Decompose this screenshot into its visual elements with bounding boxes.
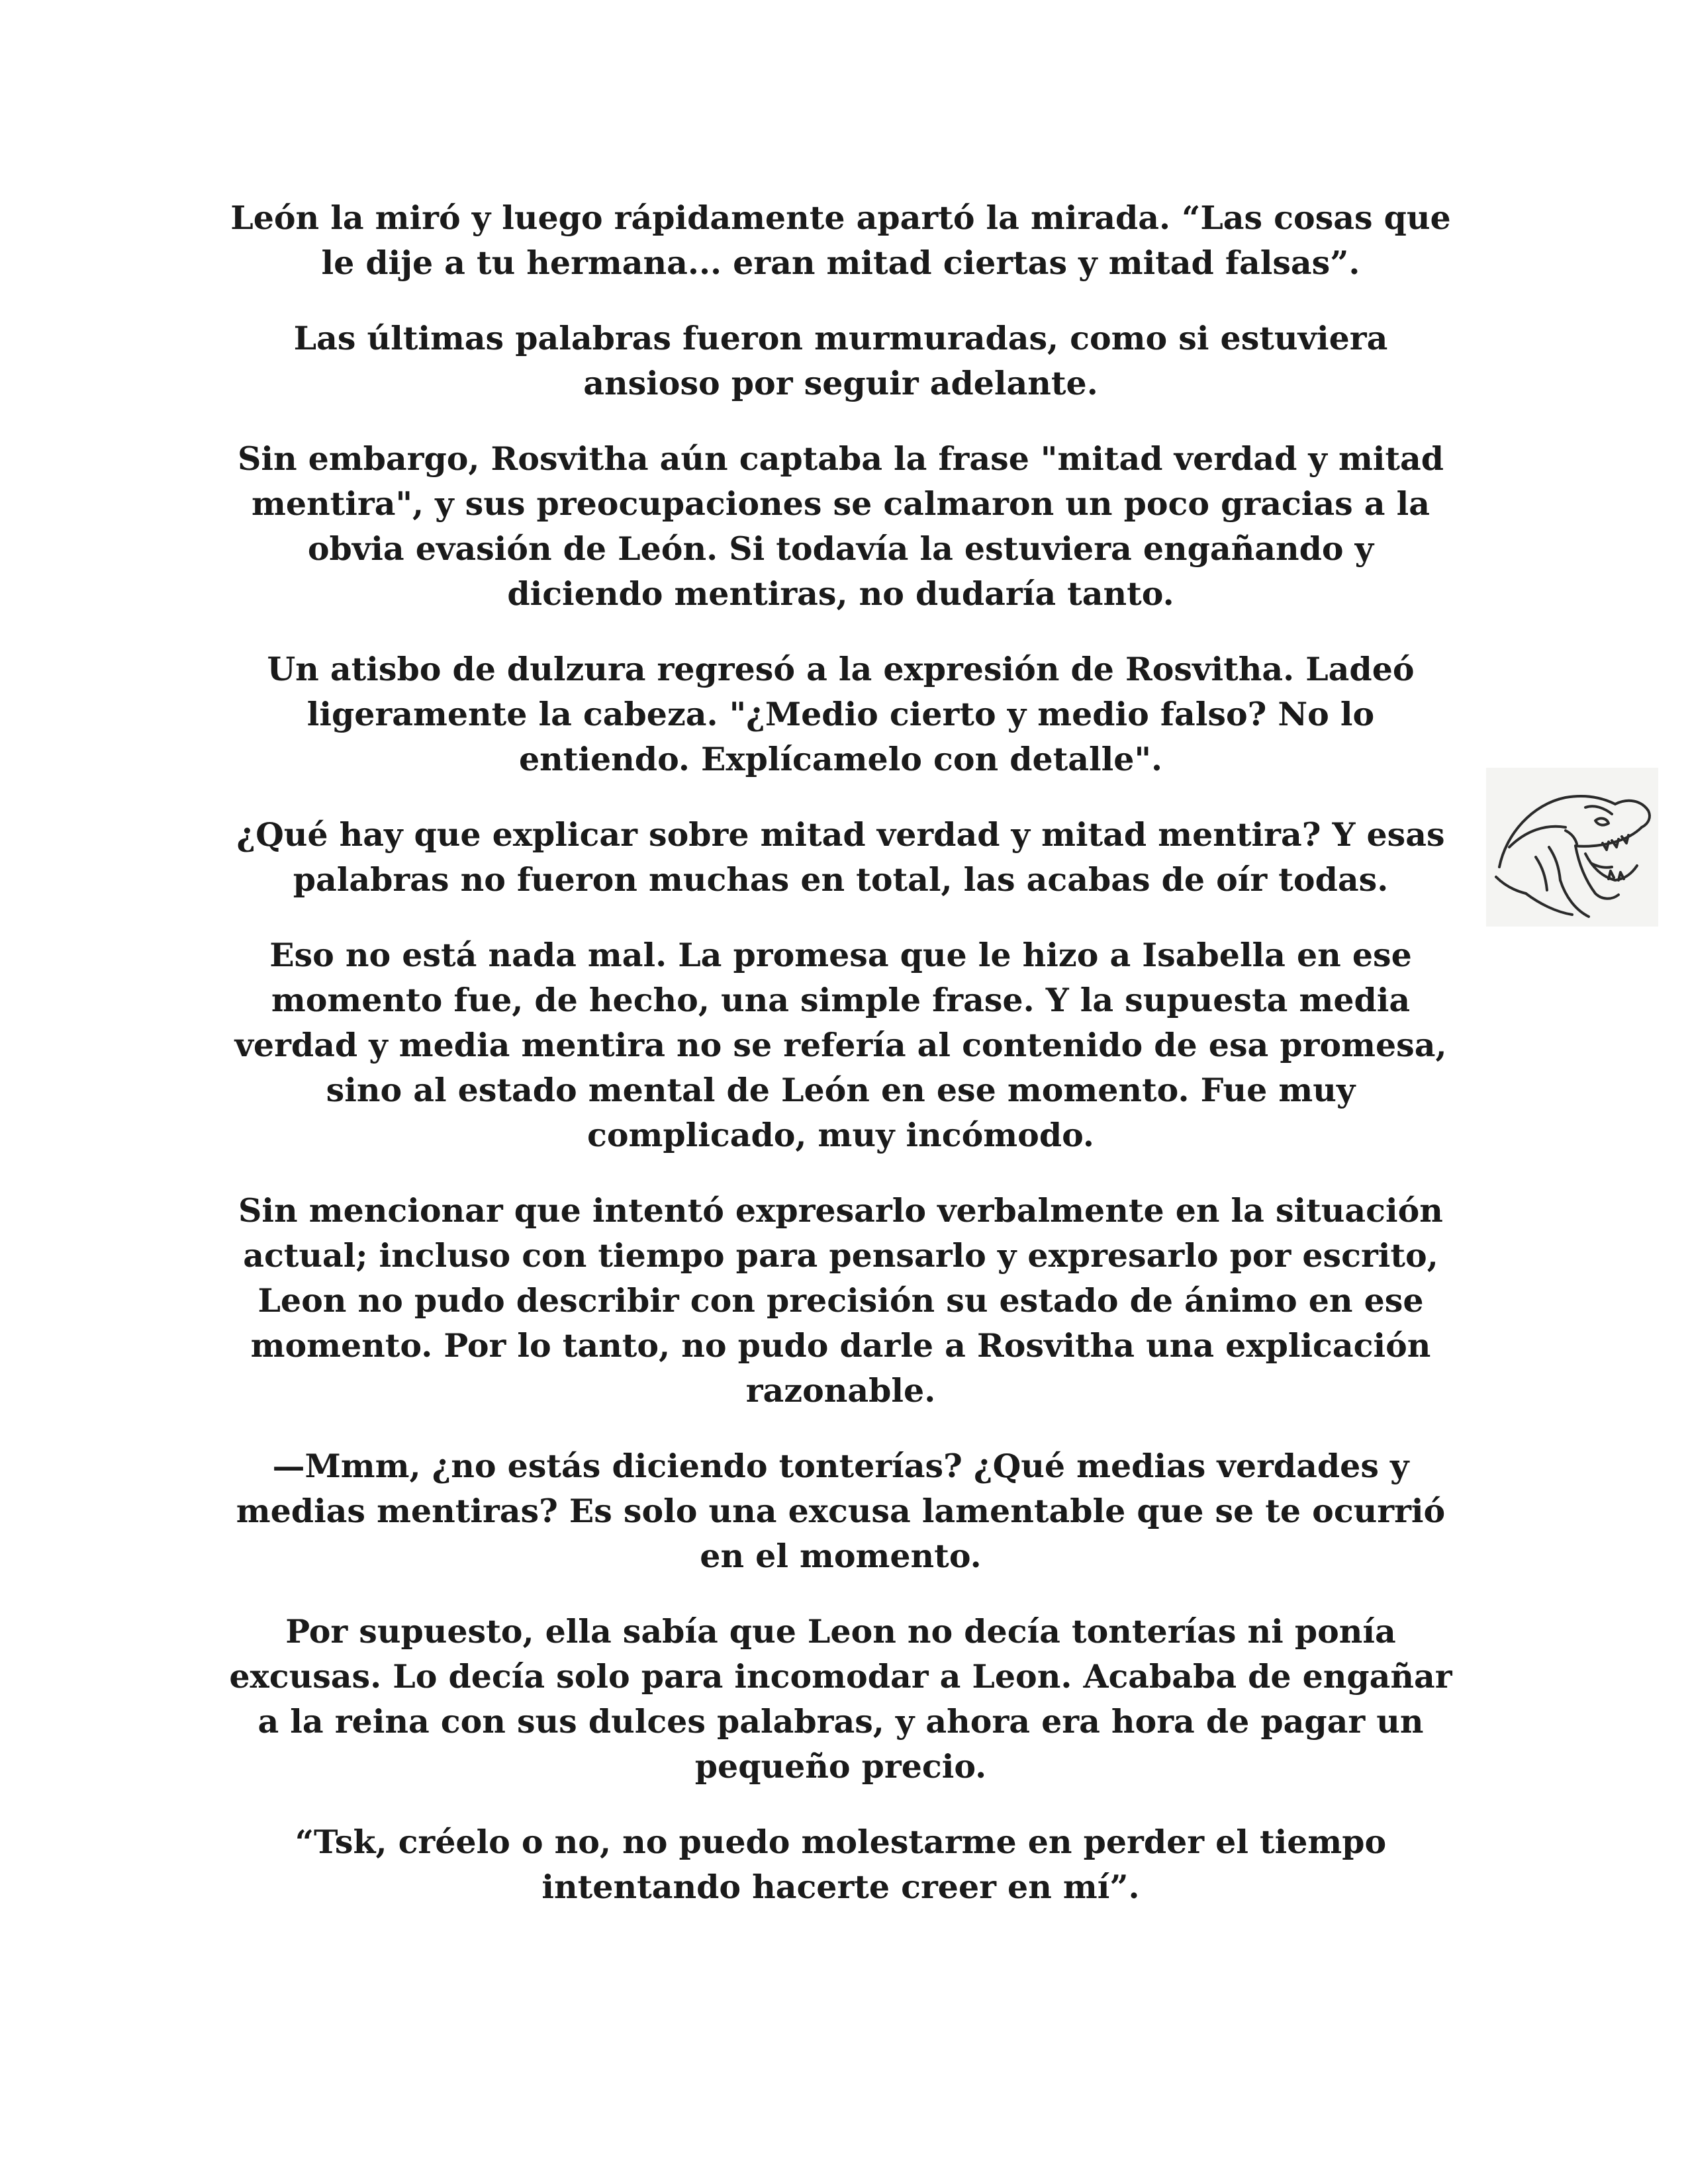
paragraph-5: ¿Qué hay que explicar sobre mitad verdad y mitad mentira? Y esas palabras no fueron muchas en total, las acabas de oír todas. xyxy=(236,815,1445,899)
paragraph-3: Sin embargo, Rosvitha aún captaba la frase "mitad verdad y mitad mentira", y sus preocupaciones se calmaron un poco gracias a la obvia evasión de León. Si todavía la estuviera engañando y diciendo mentiras, no dudaría tanto. xyxy=(237,439,1444,613)
paragraph-10: “Tsk, créelo o no, no puedo molestarme en perder el tiempo intentando hacerte creer en mí”. xyxy=(295,1823,1387,1906)
paragraph-7: Sin mencionar que intentó expresarlo verbalmente en la situación actual; incluso con tiempo para pensarlo y expresarlo por escrito, Leon no pudo describir con precisión su estado de ánimo en ese momento. Por lo tanto, no pudo darle a Rosvitha una explicación razonable. xyxy=(238,1191,1443,1410)
paragraph-2: Las últimas palabras fueron murmuradas, como si estuviera ansioso por seguir adelante. xyxy=(293,319,1388,402)
body-text xyxy=(225,195,1456,1940)
paragraph-6: Eso no está nada mal. La promesa que le hizo a Isabella en ese momento fue, de hecho, una simple frase. Y la supuesta media verdad y media mentira no se refería al contenido de esa promesa, sino al estado mental de León en ese momento. Fue muy complicado, muy incómodo. xyxy=(234,936,1447,1154)
paragraph-4: Un atisbo de dulzura regresó a la expresión de Rosvitha. Ladeó ligeramente la cabeza. "¿Medio cierto y medio falso? No lo entiendo. Explícamelo con detalle". xyxy=(267,650,1415,778)
paragraph-1: León la miró y luego rápidamente apartó la mirada. “Las cosas que le dije a tu hermana... eran mitad ciertas y mitad falsas”. xyxy=(230,199,1451,282)
dinosaur-head-sketch-icon xyxy=(1486,768,1658,927)
paragraph-9: Por supuesto, ella sabía que Leon no decía tonterías ni ponía excusas. Lo decía solo para incomodar a Leon. Acababa de engañar a la reina con sus dulces palabras, y ahora era hora de pagar un pequeño precio. xyxy=(229,1612,1452,1786)
paragraph-8: —Mmm, ¿no estás diciendo tonterías? ¿Qué medias verdades y medias mentiras? Es solo una excusa lamentable que se te ocurrió en el momento. xyxy=(236,1447,1446,1575)
